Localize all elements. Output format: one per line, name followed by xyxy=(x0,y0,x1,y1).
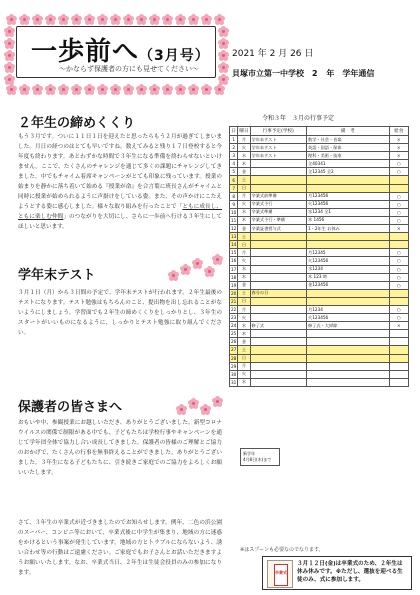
schedule-cell xyxy=(389,176,408,184)
schedule-cell: 火 xyxy=(238,370,250,378)
schedule-cell xyxy=(250,281,306,289)
schedule-cell: 火123456 xyxy=(307,200,390,208)
section-heading-guardians: 保護者の皆さまへ xyxy=(18,400,123,415)
schedule-cell xyxy=(307,378,390,386)
schedule-cell: 土 xyxy=(238,233,250,241)
schedule-cell: 2 xyxy=(230,144,238,152)
schedule-cell xyxy=(307,370,390,378)
schedule-row xyxy=(230,257,409,265)
schedule-cell xyxy=(307,330,390,338)
new-term-note: 新学年 4月8日(木)まで xyxy=(240,448,280,466)
schedule-cell xyxy=(250,378,306,386)
schedule-cell xyxy=(250,249,306,257)
cherry-blossom-icon xyxy=(4,38,15,49)
schedule-cell xyxy=(389,346,408,354)
schedule-cell: 水1234 xyxy=(307,265,390,273)
schedule-cell: 月 xyxy=(238,136,250,144)
certificate-caption: 卒業式 xyxy=(275,570,287,575)
cherry-blossom-icon xyxy=(149,14,160,25)
cherry-blossom-icon xyxy=(176,404,187,415)
cherry-blossom-icon xyxy=(6,84,17,95)
schedule-cell: 卒業式準備 xyxy=(250,208,306,216)
schedule-cell: 学年末テスト xyxy=(250,144,306,152)
cherry-blossom-icon xyxy=(58,14,69,25)
schedule-cell: 17 xyxy=(231,266,237,272)
schedule-cell: 木 123 時 xyxy=(307,273,390,281)
cherry-blossom-icon xyxy=(188,84,199,95)
schedule-header-cell: 給食 xyxy=(389,127,408,136)
schedule-row xyxy=(230,273,409,281)
schedule-cell: ○ xyxy=(389,208,408,216)
schedule-cell: × xyxy=(389,144,408,152)
schedule-cell: 16 xyxy=(231,258,237,264)
schedule-cell: ○ xyxy=(389,168,408,176)
cherry-blossom-icon xyxy=(175,84,186,95)
cherry-blossom-icon xyxy=(58,84,69,95)
schedule-cell xyxy=(389,378,408,386)
schedule-cell xyxy=(307,176,390,184)
schedule-cell: 14 xyxy=(231,242,237,248)
schedule-row xyxy=(230,160,409,168)
schedule-cell: 金 xyxy=(238,338,250,346)
schedule-title: 令和３年 ３月の行事予定 xyxy=(262,115,335,122)
cherry-blossom-icon xyxy=(218,50,229,61)
schedule-cell: 卒業証書授与式 xyxy=(250,225,306,233)
issue-label: （3月号） xyxy=(139,48,210,64)
schedule-cell: 6 xyxy=(230,176,238,184)
cherry-blossom-icon xyxy=(45,84,56,95)
schedule-cell xyxy=(250,241,306,249)
schedule-cell: ○ xyxy=(389,192,408,200)
schedule-cell: 修了式・大掃除 xyxy=(307,322,390,330)
schedule-cell: 月123456 xyxy=(307,192,390,200)
schedule-cell: 卒業式予行・準備 xyxy=(250,216,306,224)
schedule-cell xyxy=(250,176,306,184)
schedule-cell: ○ xyxy=(389,249,408,257)
schedule-row xyxy=(230,289,409,297)
schedule-cell: 理科・美術・技家 xyxy=(307,152,390,160)
newsletter-title-box xyxy=(16,26,216,78)
schedule-cell: × xyxy=(389,136,408,144)
schedule-cell: 木 xyxy=(238,160,250,168)
section-body-final-exam: ３月１日（月）から３日間の予定で、学年末テストが行われます。２年生最後のテストになります。テスト勉強はもちろんのこと、提出物を出し忘れることがないようにしましょう。学習面でも２年生の締めくくりをしっかりとし、３年生のスタートがいいものになるように、しっかりとテスト勉強に取り組んでください。 xyxy=(18,290,222,336)
schedule-cell xyxy=(389,354,408,362)
schedule-cell: 25 xyxy=(231,331,237,337)
schedule-cell: 29 xyxy=(231,363,237,369)
schedule-cell xyxy=(250,362,306,370)
cherry-blossom-icon xyxy=(4,62,15,73)
cherry-blossom-icon xyxy=(136,14,147,25)
schedule-cell: 金123456 xyxy=(307,281,390,289)
schedule-cell: 7 xyxy=(230,184,238,192)
schedule-header-cell: 日 xyxy=(230,127,238,136)
schedule-table xyxy=(229,126,409,387)
schedule-cell xyxy=(307,289,390,297)
schedule-cell: 4 xyxy=(230,160,238,168)
schedule-cell: 日 xyxy=(238,354,250,362)
graduation-certificate-illustration xyxy=(267,560,293,588)
schedule-row xyxy=(230,176,409,184)
schedule-header-cell: 備 考 xyxy=(307,127,390,136)
schedule-table-body xyxy=(230,127,409,387)
schedule-cell: 12 xyxy=(231,226,237,232)
schedule-cell: 水 xyxy=(238,322,250,330)
schedule-row xyxy=(230,233,409,241)
schedule-cell: 火123456 xyxy=(307,314,390,322)
schedule-row xyxy=(230,192,409,200)
schedule-cell: 木 xyxy=(238,273,250,281)
schedule-footnote: ※はスプーンも必要なのでなります。 xyxy=(240,547,324,553)
schedule-cell: 日 xyxy=(238,297,250,305)
schedule-cell: 月 xyxy=(238,192,250,200)
schedule-cell xyxy=(307,233,390,241)
schedule-cell xyxy=(250,338,306,346)
schedule-cell: 月 xyxy=(238,362,250,370)
schedule-row xyxy=(230,281,409,289)
cherry-blossom-icon xyxy=(4,74,15,85)
schedule-cell: ○ xyxy=(389,281,408,289)
schedule-cell: 日 xyxy=(238,184,250,192)
schedule-row xyxy=(230,168,409,176)
school-name: 貝塚市立第一中学校 2 年 学年通信 xyxy=(232,69,375,78)
schedule-cell xyxy=(307,241,390,249)
cherry-blossom-icon xyxy=(201,14,212,25)
cherry-blossom-icon xyxy=(6,14,17,25)
schedule-cell: 8 xyxy=(230,192,238,200)
cherry-blossom-icon xyxy=(214,84,225,95)
schedule-cell: 月1234 xyxy=(307,305,390,313)
schedule-row xyxy=(230,249,409,257)
schedule-cell xyxy=(250,354,306,362)
schedule-row xyxy=(230,330,409,338)
cherry-blossom-icon xyxy=(110,84,121,95)
section-body-guardians-2: さて、３年生の卒業式が近づきましたのでお知らせします。例年、二色の浜公園のスーパー、コンビニ等において、卒業式後に中学生が集まり、地域の方に迷惑をかけるという事案が発生しています。地域の方とトラブルにならないよう、誘い合わせ等の行動はご遠慮ください。ご家庭でもお子さんとお話いただきますようお願いいたします。なお、卒業式当日、２年生は生徒会役員のみの参加になります。 xyxy=(18,520,222,576)
cherry-blossom-icon xyxy=(19,14,30,25)
schedule-cell: ○ xyxy=(389,265,408,273)
cherry-blossom-icon xyxy=(162,14,173,25)
cherry-blossom-icon xyxy=(110,14,121,25)
schedule-cell: 土 xyxy=(238,176,250,184)
schedule-cell xyxy=(250,273,306,281)
cherry-blossom-icon xyxy=(32,14,43,25)
issue-date: 2021 年 2 月 26 日 xyxy=(232,49,314,59)
schedule-cell: 1・2年生 お休み xyxy=(307,225,390,233)
section-body-year-end xyxy=(18,132,222,232)
cherry-blossom-icon xyxy=(188,398,199,409)
schedule-cell: 卒業式予行 xyxy=(250,200,306,208)
schedule-cell: 修了式 xyxy=(250,322,306,330)
schedule-row xyxy=(230,265,409,273)
emphasis-phrase: ともに成長し、ともに楽しむ仲間 xyxy=(18,204,222,220)
schedule-cell: 20 xyxy=(231,290,237,296)
schedule-cell: 全12345 全2 xyxy=(307,168,390,176)
schedule-cell: 月12345 xyxy=(307,249,390,257)
schedule-cell: × xyxy=(389,322,408,330)
cherry-blossom-icon xyxy=(19,84,30,95)
section-body-text: もう３月です。ついに１１日１日を迎えたと思ったらもう２月が過ぎてしまいました。月日の経つのはとても早いですね。数えてみると残り１７日登校すると今年度も終わります。あとわずかな時間で３年生になる準備を終わらせないといけません。ここで、たくさんのチャレンジを通じて多くの課題にチャレンジしてきました。中でもチャイム着席キャンペーンがとても印象に残っています。授業の始まりを静かに落ち着いて始める『授業が命』を合言葉に班長さんがチャイムと同時に授業が始められるように声掛けをしている姿。また、その声かけにこたえようとする姿に感心しました。様々な取り組みを行ったことで「ともに成長し、ともに楽しむ仲間」のつながりを大切にし、さらに一歩前へ行ける３年生にしてほしいと思います。 xyxy=(18,134,222,230)
schedule-cell: 水 xyxy=(238,265,250,273)
schedule-cell: 木 xyxy=(238,216,250,224)
schedule-cell: 10 xyxy=(231,209,237,215)
schedule-cell: 30 xyxy=(231,371,237,377)
schedule-row xyxy=(230,322,409,330)
schedule-cell: 火123456 xyxy=(307,257,390,265)
cherry-blossom-icon xyxy=(149,84,160,95)
schedule-cell xyxy=(250,297,306,305)
cherry-blossom-icon xyxy=(4,50,15,61)
schedule-cell xyxy=(307,297,390,305)
schedule-cell: ○ xyxy=(389,160,408,168)
schedule-row xyxy=(230,200,409,208)
schedule-row xyxy=(230,208,409,216)
schedule-cell xyxy=(250,305,306,313)
schedule-header-cell: 行事予定(学校) xyxy=(250,127,306,136)
schedule-cell: 数学・社会・音楽 xyxy=(307,136,390,144)
schedule-cell: 月 xyxy=(238,249,250,257)
cherry-blossom-icon xyxy=(71,14,82,25)
schedule-cell xyxy=(250,346,306,354)
schedule-cell: 全40341 xyxy=(307,160,390,168)
schedule-cell xyxy=(307,338,390,346)
schedule-cell: ○ xyxy=(389,273,408,281)
schedule-cell xyxy=(389,184,408,192)
certificate-card xyxy=(274,564,288,586)
schedule-cell: 26 xyxy=(231,339,237,345)
schedule-cell: 3 xyxy=(230,152,238,160)
schedule-cell: 31 xyxy=(231,379,237,385)
cherry-blossom-icon xyxy=(212,396,223,407)
schedule-row xyxy=(230,184,409,192)
cherry-blossom-icon xyxy=(4,26,15,37)
schedule-cell: 21 xyxy=(231,298,237,304)
schedule-cell: 火 xyxy=(238,257,250,265)
schedule-row xyxy=(230,354,409,362)
cherry-blossom-icon xyxy=(45,14,56,25)
schedule-cell: 5 xyxy=(230,168,238,176)
section-heading-year-end: ２年生の締めくくり xyxy=(18,116,136,131)
newsletter-subtitle: 〜かならず保護者の方にも見せてください〜 xyxy=(59,65,199,73)
schedule-cell: 土 xyxy=(238,346,250,354)
cherry-blossom-icon xyxy=(218,62,229,73)
schedule-cell: 金 xyxy=(238,225,250,233)
schedule-cell: 卒業式前準備 xyxy=(250,192,306,200)
schedule-cell: 28 xyxy=(231,355,237,361)
schedule-row xyxy=(230,136,409,144)
title-text: 一歩前へ xyxy=(31,37,140,67)
graduation-notice-text: ３月１２日(金)は卒業式のため、２年生は休み休みです。※ただし、選抜を迎べる生徒のみ、式に参加します。 xyxy=(297,561,403,583)
schedule-cell: ○ xyxy=(389,200,408,208)
cherry-blossom-icon xyxy=(84,84,95,95)
cherry-blossom-icon xyxy=(218,38,229,49)
schedule-cell xyxy=(250,370,306,378)
schedule-row xyxy=(230,370,409,378)
schedule-cell: 水 xyxy=(238,208,250,216)
schedule-cell: 学年末テスト xyxy=(250,152,306,160)
schedule-cell: 11 xyxy=(231,217,237,223)
cherry-blossom-icon xyxy=(84,14,95,25)
schedule-cell xyxy=(307,184,390,192)
graduation-notice xyxy=(262,556,412,590)
schedule-cell xyxy=(307,354,390,362)
cherry-blossom-icon xyxy=(218,74,229,85)
flower-decoration xyxy=(142,262,222,282)
schedule-row xyxy=(230,225,409,233)
schedule-cell: 春分の日 xyxy=(250,289,306,297)
schedule-cell: 土 xyxy=(238,289,250,297)
schedule-cell xyxy=(250,184,306,192)
schedule-header-row xyxy=(230,127,409,136)
cherry-blossom-icon xyxy=(123,14,134,25)
schedule-cell xyxy=(250,265,306,273)
schedule-cell xyxy=(250,330,306,338)
schedule-cell: 1 xyxy=(230,136,238,144)
schedule-row xyxy=(230,338,409,346)
schedule-cell xyxy=(389,330,408,338)
schedule-row xyxy=(230,378,409,386)
schedule-cell: 水 xyxy=(238,152,250,160)
schedule-row xyxy=(230,216,409,224)
schedule-row xyxy=(230,241,409,249)
cherry-blossom-icon xyxy=(162,84,173,95)
schedule-cell xyxy=(250,233,306,241)
cherry-blossom-icon xyxy=(175,14,186,25)
cherry-blossom-icon xyxy=(214,14,225,25)
schedule-cell: 金 xyxy=(238,281,250,289)
schedule-row xyxy=(230,297,409,305)
schedule-cell: 19 xyxy=(231,282,237,288)
schedule-cell: ○ xyxy=(389,216,408,224)
schedule-cell: ○ xyxy=(389,257,408,265)
cherry-blossom-icon xyxy=(200,404,211,415)
schedule-cell: 23 xyxy=(231,315,237,321)
schedule-cell: × xyxy=(389,225,408,233)
schedule-cell: 日 xyxy=(238,241,250,249)
cherry-blossom-icon xyxy=(97,84,108,95)
schedule-cell: 水1234 全1 xyxy=(307,208,390,216)
schedule-cell xyxy=(389,241,408,249)
section-body-guardians: おもいや中、参観授業にお越しいただき、ありがとうございました。新型コロナウイルスの関係で制限がある中でも、子どもたちは学校行事やキャンペーンを通じて学年団全体で協力し合い成長してきました。保護者の皆様のご理解とご協力のおかげで、たくさんの行事を無事終えることができました。ありがとうございました。３年生になる子どもたちに、引き続きご家庭でのご協力をよろしくお願いいたします。 xyxy=(18,420,222,476)
cherry-blossom-icon xyxy=(32,84,43,95)
schedule-row xyxy=(230,152,409,160)
schedule-row xyxy=(230,362,409,370)
cherry-blossom-icon xyxy=(97,14,108,25)
schedule-cell: 英語・国語・保体 xyxy=(307,144,390,152)
section-heading-final-exam: 学年末テスト xyxy=(18,268,96,283)
schedule-cell xyxy=(250,160,306,168)
schedule-cell: 27 xyxy=(231,347,237,353)
schedule-cell: 24 xyxy=(231,323,237,329)
schedule-row xyxy=(230,144,409,152)
schedule-cell xyxy=(389,338,408,346)
schedule-cell: 水 xyxy=(238,378,250,386)
schedule-header-cell: 曜日 xyxy=(238,127,250,136)
schedule-cell xyxy=(250,257,306,265)
schedule-cell: 13 xyxy=(231,234,237,240)
schedule-row xyxy=(230,346,409,354)
schedule-row xyxy=(230,305,409,313)
schedule-cell: × xyxy=(389,152,408,160)
schedule-cell: 18 xyxy=(231,274,237,280)
schedule-cell: ○ xyxy=(389,314,408,322)
schedule-cell: ○ xyxy=(389,305,408,313)
schedule-cell: 15 xyxy=(231,250,237,256)
schedule-cell xyxy=(307,362,390,370)
cherry-blossom-icon xyxy=(201,84,212,95)
cherry-blossom-icon xyxy=(71,84,82,95)
newsletter-title xyxy=(31,31,210,68)
schedule-cell xyxy=(307,346,390,354)
cherry-blossom-icon xyxy=(218,26,229,37)
schedule-cell: 火 xyxy=(238,200,250,208)
schedule-cell: 木 1456 xyxy=(307,216,390,224)
schedule-cell xyxy=(250,314,306,322)
schedule-row xyxy=(230,314,409,322)
schedule-cell xyxy=(389,233,408,241)
schedule-cell xyxy=(250,168,306,176)
schedule-cell xyxy=(389,362,408,370)
schedule-cell: 学年末テスト xyxy=(250,136,306,144)
schedule-cell: 金 xyxy=(238,168,250,176)
schedule-cell: 9 xyxy=(230,200,238,208)
schedule-cell xyxy=(389,289,408,297)
schedule-cell xyxy=(389,370,408,378)
schedule-cell: 22 xyxy=(231,307,237,313)
schedule-cell: 木 xyxy=(238,330,250,338)
cherry-blossom-icon xyxy=(123,84,134,95)
cherry-blossom-icon xyxy=(188,14,199,25)
schedule-cell xyxy=(389,297,408,305)
schedule-cell: 火 xyxy=(238,144,250,152)
schedule-cell: 火 xyxy=(238,314,250,322)
schedule-cell: 月 xyxy=(238,305,250,313)
cherry-blossom-icon xyxy=(136,84,147,95)
